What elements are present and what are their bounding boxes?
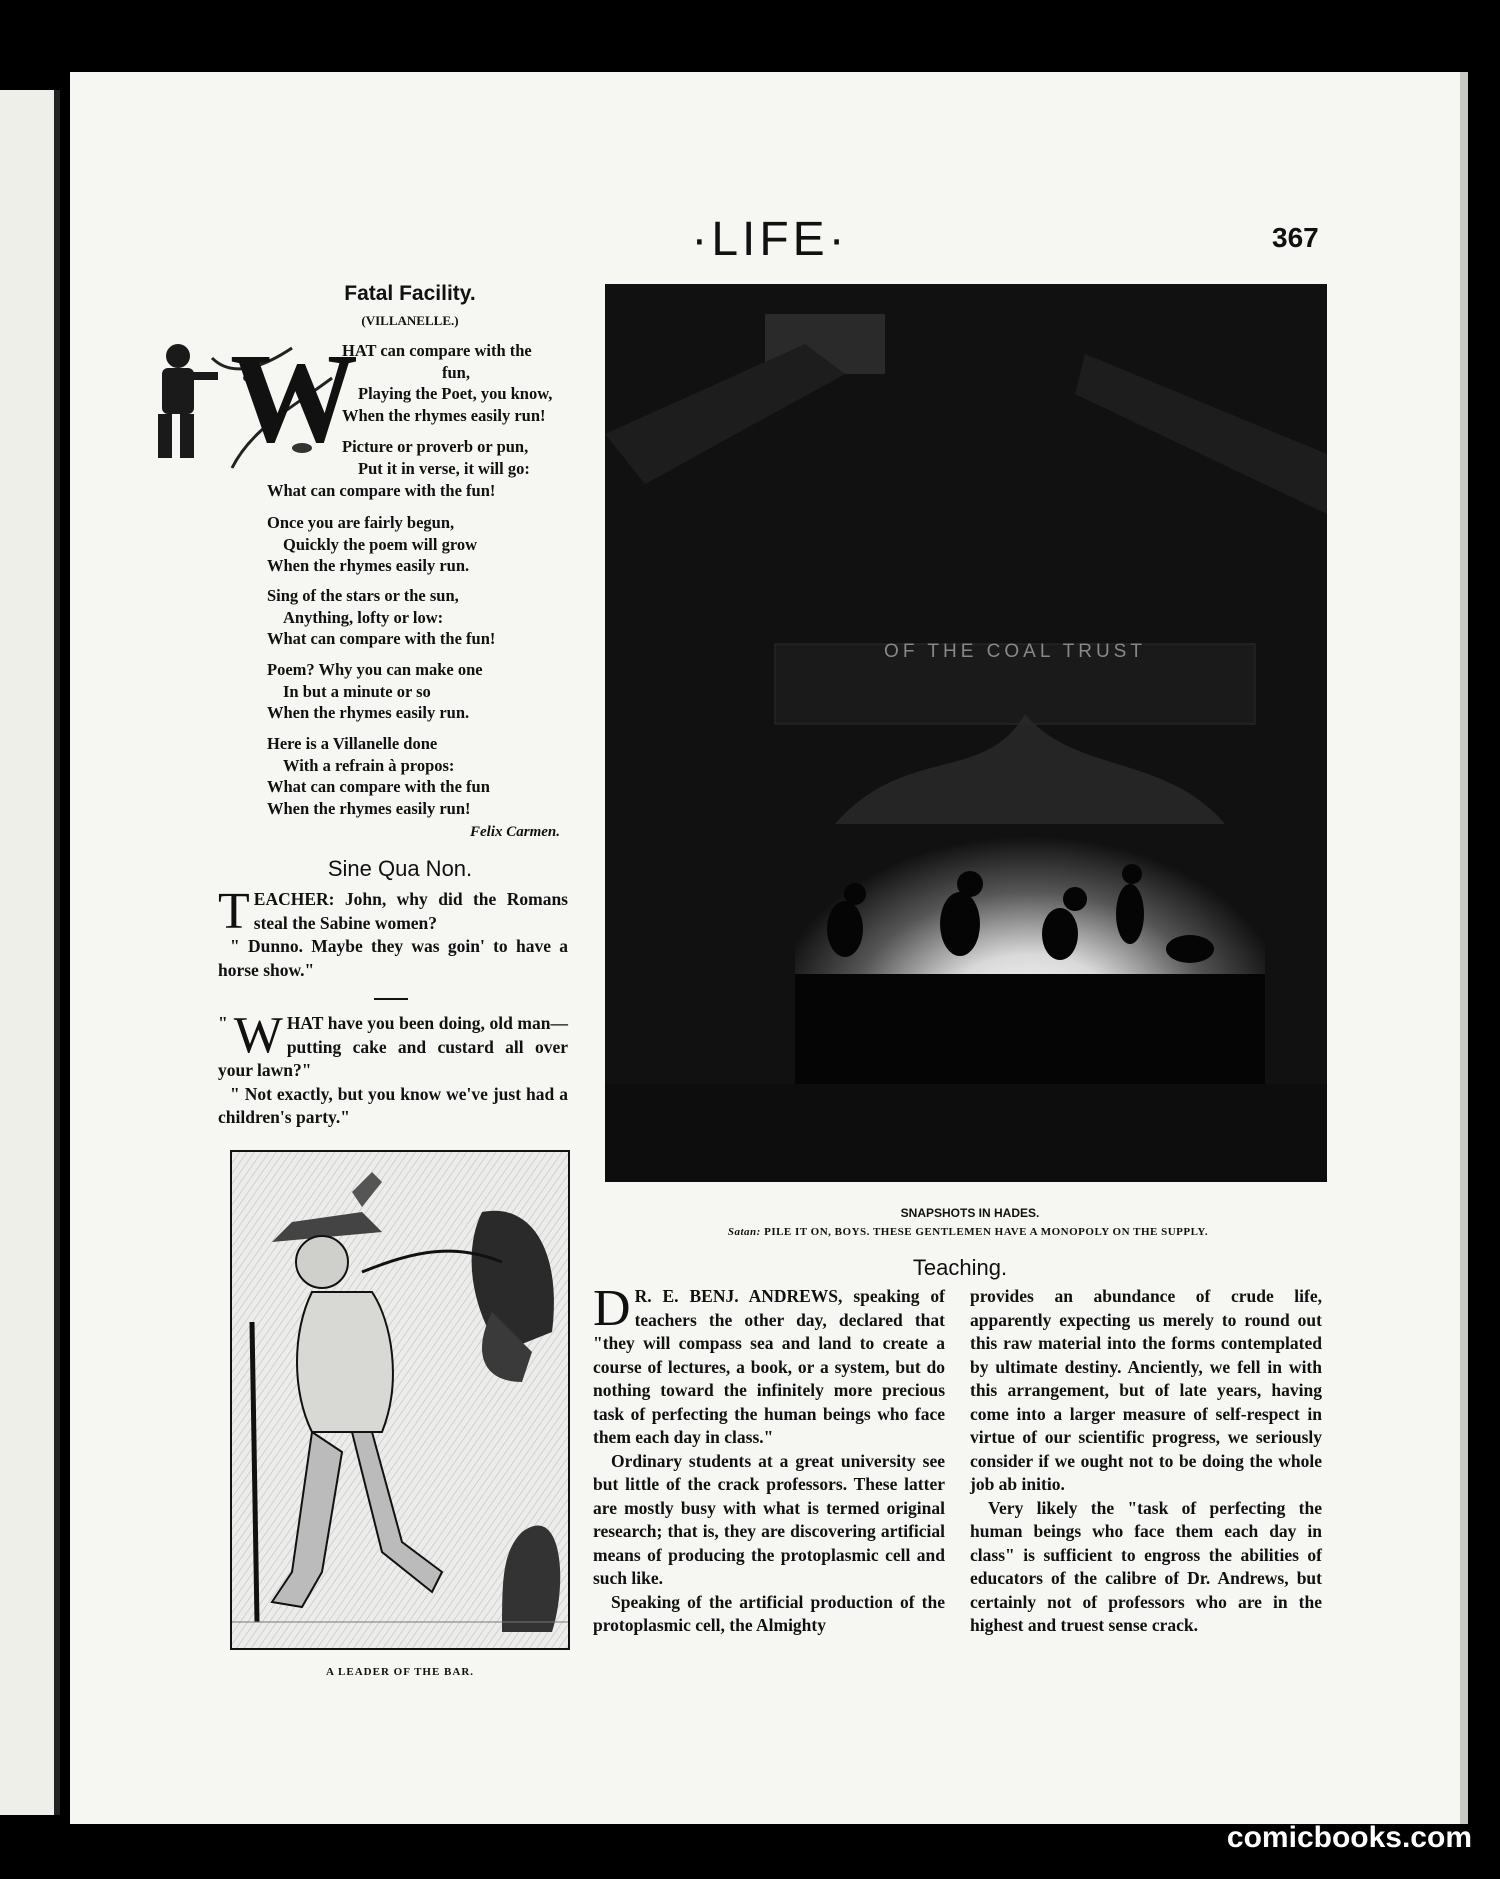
poem-line: Poem? Why you can make one [267,660,483,679]
poem-author: Felix Carmen. [469,824,560,840]
page-right-edge [1460,72,1468,1824]
what-line: HAT have you been doing, old man—putting cake and custard all over your lawn?" [218,1013,568,1080]
teaching-paragraph-2: Ordinary students at a great university see but little of the crack professors. These latter are mostly busy with what is termed original research; that is, they are discovering artificial means of producing the protoplasmic cell and such like. [593,1450,945,1588]
coal-trust-sign: OF THE COAL TRUST [884,641,1146,662]
teaching-paragraph-3: Speaking of the artificial production of the protoplasmic cell, the Almighty [593,1591,945,1635]
poem-line: Quickly the poem will grow [283,534,478,554]
poem-line: Here is a Villanelle done [267,734,438,753]
hades-caption-speaker: Satan: [727,1226,761,1238]
decorated-initial [142,327,358,474]
poem-title: Fatal Facility. [344,282,476,305]
poem-line: HAT can compare with the [342,341,532,360]
poem-line: With a refrain à propos: [283,755,455,775]
poem-line: What can compare with the fun [267,777,490,796]
poem-line: Playing the Poet, you know, [358,384,553,403]
poem-stanza-6 [267,733,567,819]
snapshots-in-hades-illustration [605,284,1327,1182]
poem-line: When the rhymes easily run. [267,703,470,722]
teaching-paragraph-5: Very likely the "task of perfecting the human beings who face them each day in class" is sufficient to engross the abilities of educators of the calibre of Dr. Andrews, but certainly not of professors who are in the highest and truest sense crack. [970,1497,1322,1635]
teaching-column-1 [593,1280,945,1638]
poem-stanza-1 [342,340,582,426]
poem-stanza-5 [267,659,567,724]
poem-line: Picture or proverb or pun, [342,437,529,456]
dunno-line: " Dunno. Maybe they was goin' to have a horse show." [218,936,568,980]
man-with-bear-icon [232,1152,568,1648]
poem-line: What can compare with the fun! [267,629,496,648]
poem-stanza-3 [267,512,567,577]
poem-line: When the rhymes easily run! [342,405,546,425]
poem-line: Put it in verse, it will go: [358,458,530,478]
sine-qua-non-title: Sine Qua Non. [327,856,473,881]
sine-qua-non-dialogue-1 [218,883,568,982]
poem-line: When the rhymes easily run. [267,556,470,575]
party-line: " Not exactly, but you know we've just had a children's party." [218,1083,568,1127]
teaching-title: Teaching. [912,1255,1008,1280]
facing-page-edge [0,90,58,1815]
page-gutter [54,90,60,1815]
teaching-column-2 [970,1285,1322,1638]
watermark: comicbooks.com [1226,1821,1472,1854]
teacher-line: EACHER: John, why did the Romans steal the Sabine women? [253,889,568,933]
masthead: ·LIFE· [691,213,849,266]
drop-cap-w: W [233,1007,283,1064]
poem-line: Anything, lofty or low: [283,607,444,627]
teaching-paragraph-4: provides an abundance of crude life, apparently expecting us merely to round out this raw material into the forms contemplated by ultimate destiny. Anciently, we fell in with this arrangement, but of late years, having come into a larger measure of self-respect in virtue of our scientific progress, we seriously consider if we ought not to be doing the whole job ab initio. [970,1286,1322,1494]
poem-line: When the rhymes easily run! [267,798,471,818]
hades-caption-text: PILE IT ON, BOYS. THESE GENTLEMEN HAVE A MONOPOLY ON THE SUPPLY. [764,1226,1209,1238]
poem-line: fun, [442,362,470,382]
furnace-scene-icon [605,284,1327,1182]
poem-line: Sing of the stars or the sun, [267,586,459,605]
page-number: 367 [1272,222,1319,253]
drop-cap-d: D [593,1280,631,1337]
poem-line: What can compare with the fun! [267,481,496,500]
leader-of-the-bar-illustration [230,1150,570,1650]
hades-caption-title: SNAPSHOTS IN HADES. [900,1206,1040,1220]
teaching-paragraph-1: R. E. BENJ. ANDREWS, speaking of teachers the other day, declared that "they will compass sea and land to create a course of lectures, a book, or a system, but do nothing toward the infinitely more precious task of perfecting the human beings who face them each day in class." [593,1286,945,1447]
poem-line: Once you are fairly begun, [267,513,455,532]
section-divider [374,998,408,1000]
poem-drop-letter: W [230,327,358,469]
left-illustration-caption: A LEADER OF THE BAR. [325,1666,475,1678]
open-quote: " [218,1013,228,1033]
drop-cap-t: T [218,883,250,940]
poem-subtitle: (VILLANELLE.) [361,313,459,328]
poem-stanza-2-end [267,480,567,502]
poem-stanza-2 [342,436,582,479]
hades-caption [608,1226,1328,1238]
poem-stanza-4 [267,585,567,650]
sine-qua-non-dialogue-2 [218,1007,568,1130]
poem-line: In but a minute or so [283,681,431,701]
